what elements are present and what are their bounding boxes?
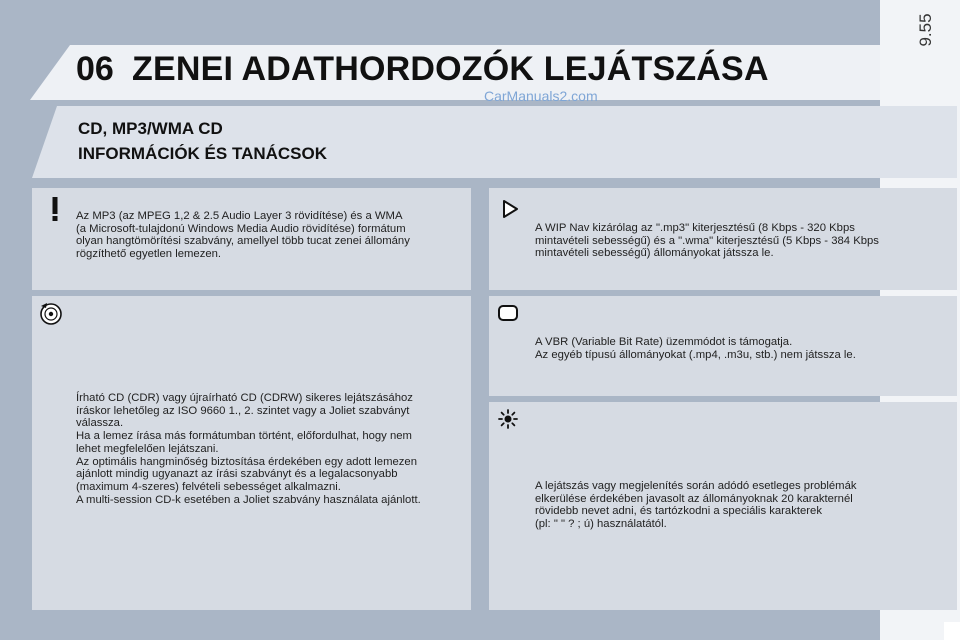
vbr-panel — [489, 296, 957, 396]
bitrate-text: A WIP Nav kizárólag az ".mp3" kiterjesztésű (8 Kbps - 320 Kbps mintavételi sebességű) és a ".wma" kiterjesztésű (5 Kbps - 384 Kbps mintavételi sebességű) állományokat játssza le. — [535, 222, 879, 260]
section-header-band — [32, 106, 957, 178]
corner-mark — [944, 622, 960, 640]
filenames-panel — [489, 402, 957, 610]
section-title-line2: INFORMÁCIÓK ÉS TANÁCSOK — [78, 144, 328, 163]
mp3-info-panel — [32, 188, 471, 290]
cd-burning-panel — [32, 296, 471, 610]
mp3-info-text: Az MP3 (az MPEG 1,2 & 2.5 Audio Layer 3 rövidítése) és a WMA (a Microsoft-tulajdonú Windows Media Audio rövidítése) formátum olyan hangtömörítési szabvány, amellyel több tucat zenei állomány rögzíthető egyetlen lemezen. — [76, 210, 410, 261]
watermark-text: CarManuals2.com — [484, 88, 598, 104]
bitrate-panel — [489, 188, 957, 290]
vbr-text: A VBR (Variable Bit Rate) üzemmódot is támogatja. Az egyéb típusú állományokat (.mp4, .m3u, stb.) nem játssza le. — [535, 336, 856, 361]
exclamation-icon — [42, 196, 68, 222]
chapter-number: 06 — [76, 50, 114, 88]
section-title-line1: CD, MP3/WMA CD — [78, 119, 223, 138]
disc-icon — [38, 300, 64, 326]
sun-icon — [495, 406, 521, 432]
page-number: 9.55 — [916, 13, 935, 47]
page-title: ZENEI ADATHORDOZÓK LEJÁTSZÁSA — [132, 50, 769, 88]
play-icon — [497, 196, 523, 222]
rounded-square-icon — [495, 300, 521, 326]
filenames-text: A lejátszás vagy megjelenítés során adódó esetleges problémák elkerülése érdekében javasolt az állományoknak 20 karakternél rövidebb nevet adni, és tartózkodni a speciális karakterek (pl: " " ? ; ú) használatától. — [535, 480, 857, 531]
cd-burning-text: Írható CD (CDR) vagy újraírható CD (CDRW) sikeres lejátszásához íráskor lehetőleg az ISO 9660 1., 2. szintet vagy a Joliet szabványt válassza. Ha a lemez írása más formátumban történt, előfordulhat, hogy nem lehet megfelelően lejátszani. Az optimális hangminőség biztosítása érdekében egy adott lemezen ajánlott mindig ugyanazt az írási szabványt és a legalacsonyabb (maximum 4-szeres) felvételi sebességet alkalmazni. A multi-session CD-k esetében a Joliet szabvány használata ajánlott. — [76, 392, 421, 506]
